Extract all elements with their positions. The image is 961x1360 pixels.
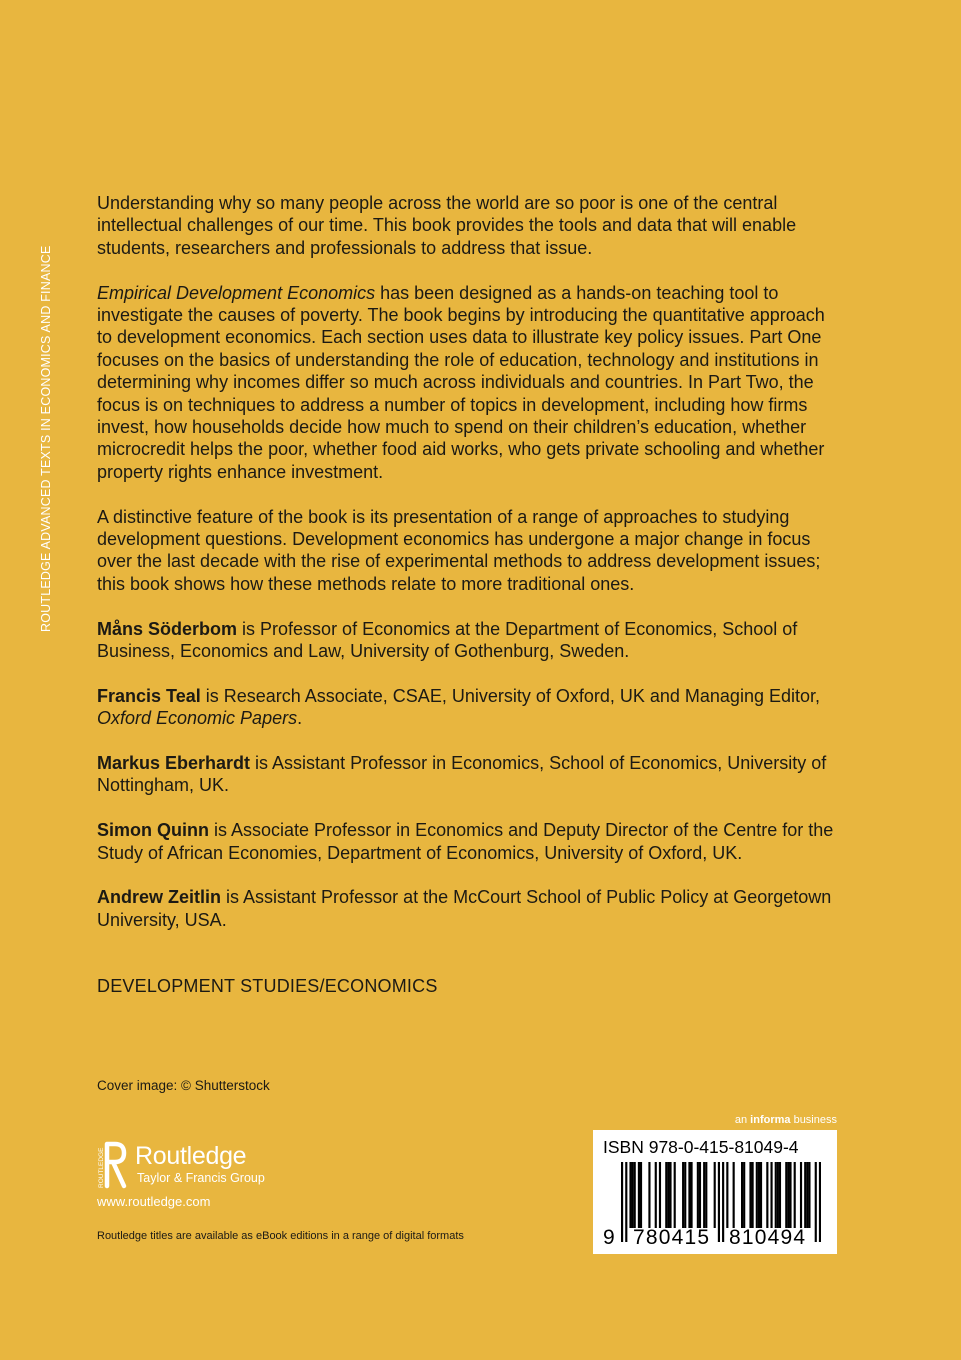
subject-category: DEVELOPMENT STUDIES/ECONOMICS <box>97 976 438 997</box>
barcode-bar <box>815 1162 817 1242</box>
author-bio-text: is Assistant Professor in Economics, School of Economics, University of Nottingham, UK. <box>97 753 827 796</box>
description-text: has been designed as a hands-on teaching tool to investigate the causes of poverty. The book begins by introducing the quantitative approach to development economics. Each section uses data to illustrate key policy issues. Part One focuses on the basics of understanding the role of education, technology and institutions in determining why incomes differ so much across individuals and countries. In Part Two, the focus is on techniques to address a number of topics in development, including how firms invest, how households decide how much to spend on their children’s education, whether microcredit helps the poor, whether food aid works, who gets private schooling and whether property rights enhance investment. <box>97 282 825 482</box>
logo-vertical-text: ROUTLEDGE <box>98 1147 105 1188</box>
barcode-bar <box>770 1162 772 1228</box>
barcode-bar <box>632 1162 634 1228</box>
barcode-bar <box>655 1162 657 1228</box>
author-name: Markus Eberhardt <box>97 753 251 774</box>
barcode-bar <box>794 1162 796 1228</box>
barcode-bar <box>804 1162 806 1228</box>
description-paragraph <box>97 282 842 484</box>
barcode-bar <box>684 1162 686 1228</box>
publisher-website: www.routledge.com <box>97 1194 211 1209</box>
barcode-bar <box>752 1162 754 1228</box>
author-bio <box>97 886 842 931</box>
barcode-bar <box>766 1162 768 1228</box>
barcode-bar <box>741 1162 743 1228</box>
barcode-bar <box>733 1162 735 1228</box>
barcode-bar <box>699 1162 701 1228</box>
barcode-bar <box>760 1162 762 1228</box>
spine-series-title: ROUTLEDGE ADVANCED TEXTS IN ECONOMICS AND FINANCE <box>39 245 53 632</box>
barcode-bar <box>667 1162 669 1228</box>
publisher-group: Taylor & Francis Group <box>137 1171 265 1185</box>
barcode-bar <box>718 1162 720 1242</box>
barcode-bar <box>756 1162 758 1228</box>
feature-paragraph: A distinctive feature of the book is its presentation of a range of approaches to studying development questions. Development economics has undergone a major change in focus over the last decade with the rise of experimental methods to address development issues; this book shows how these methods relate to more traditional ones. <box>97 506 821 594</box>
author-bio <box>97 819 842 864</box>
publisher-name: Routledge <box>135 1142 247 1170</box>
author-bio <box>97 618 842 663</box>
barcode-bar <box>634 1162 636 1228</box>
barcode-left-digits: 780415 <box>633 1226 711 1249</box>
author-name: Francis Teal <box>97 685 201 706</box>
back-cover-text <box>97 192 842 1020</box>
barcode-bar <box>682 1162 684 1228</box>
barcode-bar <box>629 1162 631 1228</box>
barcode-bar <box>621 1162 623 1242</box>
barcode-bar <box>743 1162 745 1228</box>
barcode-bar <box>785 1162 787 1228</box>
barcode-right-digits: 810494 <box>729 1226 807 1249</box>
barcode-bar <box>758 1162 760 1228</box>
barcode-bar <box>726 1162 728 1228</box>
barcode-first-digit: 9 <box>603 1226 615 1249</box>
informa-brand: informa <box>750 1114 791 1126</box>
barcode-bar <box>722 1162 724 1242</box>
isbn-barcode <box>593 1130 837 1254</box>
barcode-bar <box>625 1162 627 1242</box>
barcode-bar <box>714 1162 716 1228</box>
barcode-bar <box>690 1162 692 1228</box>
intro-paragraph: Understanding why so many people across the world are so poor is one of the central intellectual challenges of our time. This book provides the tools and data that will enable students, researchers and professionals to address that issue. <box>97 193 797 258</box>
barcode-bar <box>800 1162 802 1228</box>
isbn-label: ISBN 978-0-415-81049-4 <box>603 1137 799 1157</box>
author-name: Måns Söderbom <box>97 618 238 639</box>
barcode-bar <box>775 1162 777 1228</box>
barcode-bar <box>674 1162 676 1228</box>
book-title: Empirical Development Economics <box>97 282 376 303</box>
barcode-bar <box>705 1162 707 1228</box>
author-bio-text: is Professor of Economics at the Department of Economics, School of Business, Economics and Law, University of Gothenburg, Sweden. <box>97 618 798 662</box>
ebook-note: Routledge titles are available as eBook editions in a range of digital formats <box>97 1230 464 1242</box>
cover-image-credit: Cover image: © Shutterstock <box>97 1078 270 1093</box>
barcode-bar <box>806 1162 808 1228</box>
author-bio: Francis Teal is Research Associate, CSAE, University of Oxford, UK and Managing Editor, Oxford Economic Papers. <box>97 685 820 729</box>
barcode-bar <box>787 1162 789 1228</box>
barcode-bar <box>808 1162 810 1228</box>
author-bio <box>97 752 842 797</box>
author-bio-text: is Associate Professor in Economics and Deputy Director of the Centre for the Study of African Economies, Department of Economics, University of Oxford, UK. <box>97 820 834 863</box>
author-bio-text: is Assistant Professor at the McCourt School of Public Policy at Georgetown University, USA. <box>97 887 832 930</box>
author-name: Simon Quinn <box>97 820 209 841</box>
routledge-r-icon <box>97 1140 127 1190</box>
barcode-bar <box>697 1162 699 1228</box>
barcode-bar <box>789 1162 791 1228</box>
barcode-bar <box>703 1162 705 1228</box>
barcode-bar <box>640 1162 642 1228</box>
barcode-bar <box>648 1162 650 1228</box>
barcode-bar <box>665 1162 667 1228</box>
barcode-bar <box>659 1162 661 1228</box>
barcode-bar <box>777 1162 779 1228</box>
informa-business-label: an informa business <box>734 1114 837 1126</box>
barcode-bar <box>819 1162 821 1242</box>
routledge-logo <box>97 1140 297 1192</box>
journal-title: Oxford Economic Papers <box>97 708 298 729</box>
barcode-bar <box>688 1162 690 1228</box>
barcode-bar <box>638 1162 640 1228</box>
author-bio-text: is Research Associate, CSAE, University of Oxford, UK and Managing Editor, <box>200 685 820 706</box>
barcode-bar <box>669 1162 671 1228</box>
barcode-bar <box>749 1162 751 1228</box>
author-name: Andrew Zeitlin <box>97 887 222 908</box>
barcode-bar <box>779 1162 781 1228</box>
